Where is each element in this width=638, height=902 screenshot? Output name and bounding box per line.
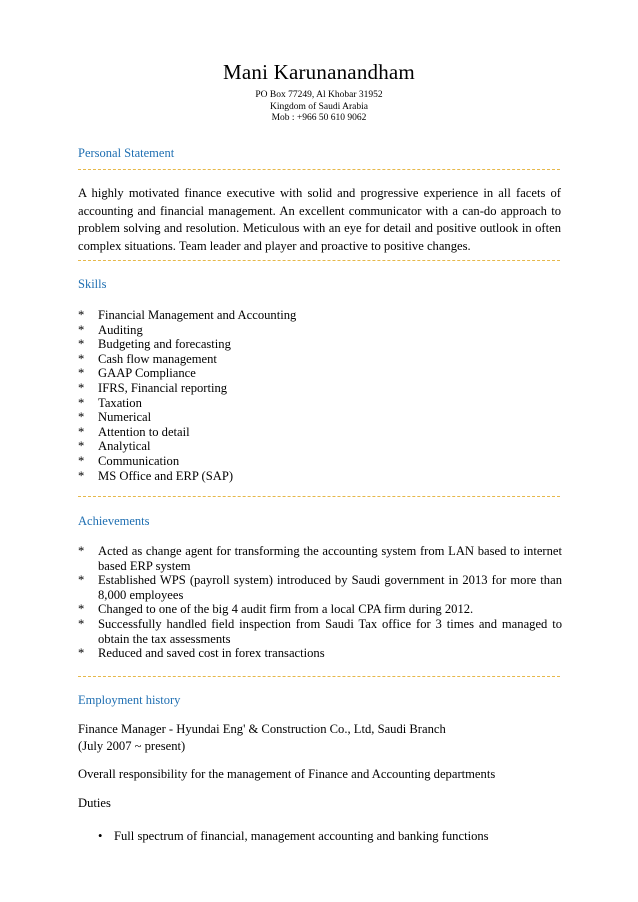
list-item (78, 573, 562, 602)
section-divider (78, 260, 560, 261)
list-item (78, 469, 562, 484)
list-item (78, 323, 562, 338)
list-item (78, 439, 562, 454)
list-item (78, 425, 562, 440)
section-title-achievements: Achievements (78, 514, 150, 528)
section-divider (78, 169, 560, 170)
address-line-1: PO Box 77249, Al Khobar 31952 (255, 90, 383, 100)
section-title-employment-history: Employment history (78, 693, 181, 707)
section-title-personal-statement: Personal Statement (78, 146, 175, 160)
section-title-skills: Skills (78, 277, 107, 291)
section-divider (78, 676, 560, 677)
asterisk-bullet-icon: * (78, 351, 85, 366)
asterisk-bullet-icon: * (78, 544, 85, 558)
bullet-dot-icon: • (98, 829, 103, 843)
asterisk-bullet-icon: * (78, 616, 85, 631)
list-item (78, 454, 562, 469)
candidate-name: Mani Karunanandham (223, 60, 415, 84)
achievements-list (78, 544, 562, 661)
achievement-text: Reduced and saved cost in forex transactions (98, 646, 325, 661)
personal-statement-text: A highly motivated finance executive with solid and progressive experience in all facets of accounting and financial management. An excellent communicator with a can-do approach to problem solving and resolution. Meticulous with an eye for detail and positive outlook in often complex situations. Team leader and player and proactive to positive changes. (78, 186, 561, 253)
list-item (78, 352, 562, 367)
address-line-2: Kingdom of Saudi Arabia (270, 101, 368, 112)
skill-text: Analytical (98, 439, 151, 454)
list-item (78, 617, 562, 646)
asterisk-bullet-icon: * (78, 646, 85, 661)
asterisk-bullet-icon: * (78, 337, 85, 352)
asterisk-bullet-icon: * (78, 395, 85, 410)
section-divider (78, 496, 560, 497)
mobile-number: Mob : +966 50 610 9062 (271, 113, 367, 123)
list-item (78, 381, 562, 396)
achievement-text: Acted as change agent for transforming the accounting system from LAN based to internet based ERP system (98, 544, 562, 573)
list-item (78, 366, 562, 381)
achievement-text: Successfully handled field inspection from Saudi Tax office for 3 times and managed to obtain the tax assessments (98, 616, 562, 646)
achievement-text: Established WPS (payroll system) introduced by Saudi government in 2013 for more than 8,000 employees (98, 573, 562, 602)
job-position: Finance Manager - Hyundai Eng' & Construction Co., Ltd, Saudi Branch (78, 722, 446, 736)
skill-text: Cash flow management (98, 351, 217, 366)
asterisk-bullet-icon: * (78, 380, 85, 395)
skills-list (78, 308, 562, 483)
asterisk-bullet-icon: * (78, 322, 85, 337)
list-item (78, 410, 562, 425)
skill-text: MS Office and ERP (SAP) (98, 468, 234, 483)
asterisk-bullet-icon: * (78, 366, 85, 381)
job-period: (July 2007 ~ present) (78, 739, 186, 753)
duties-label: Duties (78, 796, 111, 810)
asterisk-bullet-icon: * (78, 453, 85, 468)
job-responsibility: Overall responsibility for the management of Finance and Accounting departments (78, 767, 496, 781)
skill-text: Auditing (98, 322, 143, 337)
asterisk-bullet-icon: * (78, 468, 85, 483)
skill-text: IFRS, Financial reporting (98, 380, 228, 395)
list-item (78, 544, 562, 573)
asterisk-bullet-icon: * (78, 308, 85, 322)
list-item (78, 308, 562, 323)
list-item (78, 337, 562, 352)
achievement-text: Changed to one of the big 4 audit firm from a local CPA firm during 2012. (98, 602, 474, 617)
list-item (78, 396, 562, 411)
skill-text: Communication (98, 453, 180, 468)
asterisk-bullet-icon: * (78, 410, 85, 425)
list-item (78, 602, 562, 617)
skill-text: Budgeting and forecasting (98, 337, 231, 352)
skill-text: Numerical (98, 410, 152, 425)
asterisk-bullet-icon: * (78, 602, 85, 617)
asterisk-bullet-icon: * (78, 439, 85, 454)
list-item (98, 829, 489, 844)
skill-text: GAAP Compliance (98, 366, 196, 381)
duty-text: Full spectrum of financial, management accounting and banking functions (114, 829, 489, 843)
asterisk-bullet-icon: * (78, 573, 85, 588)
skill-text: Attention to detail (98, 424, 190, 439)
skill-text: Taxation (98, 395, 142, 410)
asterisk-bullet-icon: * (78, 424, 85, 439)
skill-text: Financial Management and Accounting (98, 308, 297, 322)
list-item (78, 646, 562, 661)
